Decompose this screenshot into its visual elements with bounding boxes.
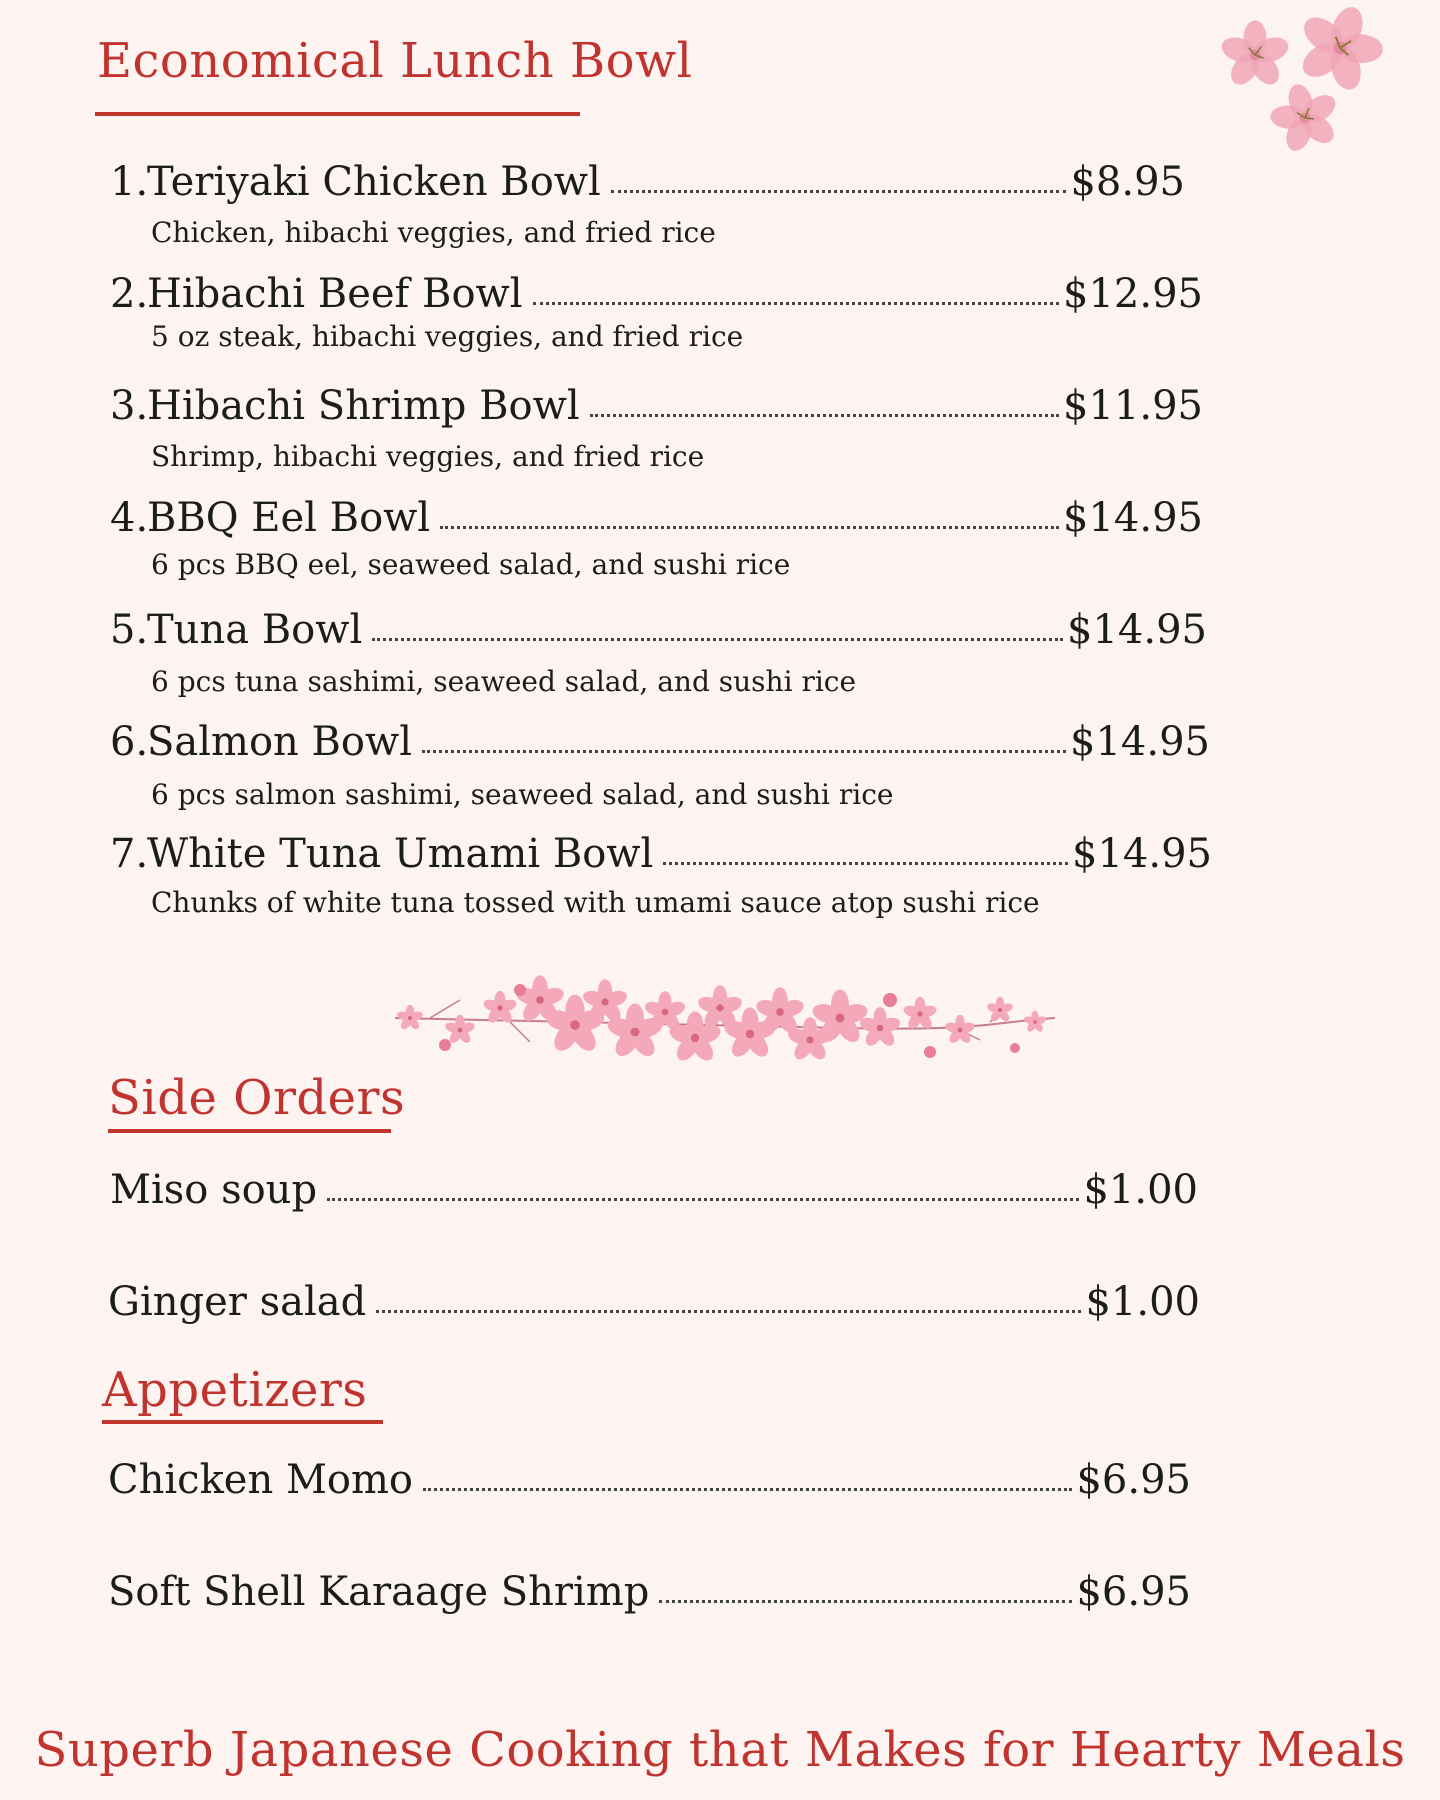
item-price: $14.95: [1072, 831, 1212, 877]
appetizers-section-title: Appetizers: [102, 1362, 368, 1418]
dotted-leader: [372, 637, 1063, 641]
lunch-title-underline: [95, 112, 580, 116]
item-price: $14.95: [1063, 495, 1203, 541]
lunch-section-title: Economical Lunch Bowl: [97, 33, 693, 89]
dotted-leader: [533, 301, 1059, 305]
sides-title-underline: [108, 1129, 391, 1133]
menu-item: [108, 1569, 1191, 1615]
item-name: BBQ Eel Bowl: [147, 495, 431, 541]
menu-item: 1. Teriyaki Chicken Bowl $8.95: [110, 159, 1185, 205]
dotted-leader: [376, 1309, 1081, 1313]
item-name: Miso soup: [110, 1167, 318, 1213]
menu-item: 6. Salmon Bowl $14.95: [110, 719, 1210, 765]
item-price: $14.95: [1070, 719, 1210, 765]
item-name: Soft Shell Karaage Shrimp: [108, 1569, 650, 1615]
menu-item: [108, 1279, 1200, 1325]
menu-item: 3. Hibachi Shrimp Bowl $11.95: [110, 383, 1203, 429]
item-name: White Tuna Umami Bowl: [147, 831, 654, 877]
dotted-leader: [423, 1487, 1072, 1491]
footer-tagline: Superb Japanese Cooking that Makes for Hearty Meals: [34, 1722, 1406, 1778]
cherry-blossom-branch-icon: [390, 970, 1060, 1085]
item-description: 5 oz steak, hibachi veggies, and fried rice: [151, 320, 744, 353]
item-description: 6 pcs BBQ eel, seaweed salad, and sushi rice: [151, 548, 791, 581]
item-description: Shrimp, hibachi veggies, and fried rice: [151, 440, 705, 473]
dotted-leader: [611, 189, 1067, 193]
dotted-leader: [422, 749, 1066, 753]
item-price: $1.00: [1085, 1279, 1200, 1325]
item-price: $12.95: [1063, 271, 1203, 317]
cherry-blossom-cluster-icon: [1210, 0, 1410, 160]
menu-item: 7. White Tuna Umami Bowl $14.95: [110, 831, 1212, 877]
item-name: Chicken Momo: [108, 1457, 413, 1503]
dotted-leader: [659, 1599, 1072, 1603]
dotted-leader: [590, 413, 1059, 417]
item-price: $6.95: [1076, 1457, 1191, 1503]
item-name: Hibachi Beef Bowl: [147, 271, 523, 317]
item-name: Teriyaki Chicken Bowl: [147, 159, 601, 205]
item-name: Tuna Bowl: [147, 607, 363, 653]
dotted-leader: [327, 1197, 1079, 1201]
item-description: Chicken, hibachi veggies, and fried rice: [151, 216, 716, 249]
item-price: $8.95: [1070, 159, 1185, 205]
menu-item: [110, 1167, 1198, 1213]
item-description: 6 pcs tuna sashimi, seaweed salad, and sushi rice: [151, 665, 857, 698]
dotted-leader: [663, 861, 1068, 865]
menu-item: 4. BBQ Eel Bowl $14.95: [110, 495, 1203, 541]
item-price: $11.95: [1063, 383, 1203, 429]
item-price: $1.00: [1083, 1167, 1198, 1213]
item-name: Ginger salad: [108, 1279, 367, 1325]
appetizers-title-underline: [102, 1420, 383, 1424]
menu-item: 5. Tuna Bowl $14.95: [110, 607, 1207, 653]
item-description: 6 pcs salmon sashimi, seaweed salad, and sushi rice: [151, 778, 894, 811]
item-description: Chunks of white tuna tossed with umami sauce atop sushi rice: [151, 886, 1040, 919]
item-name: Salmon Bowl: [147, 719, 413, 765]
menu-item: 2. Hibachi Beef Bowl $12.95: [110, 271, 1203, 317]
menu-item: [108, 1457, 1191, 1503]
sides-section-title: Side Orders: [108, 1070, 406, 1126]
item-price: $14.95: [1067, 607, 1207, 653]
dotted-leader: [440, 525, 1059, 529]
item-name: Hibachi Shrimp Bowl: [147, 383, 580, 429]
item-price: $6.95: [1076, 1569, 1191, 1615]
